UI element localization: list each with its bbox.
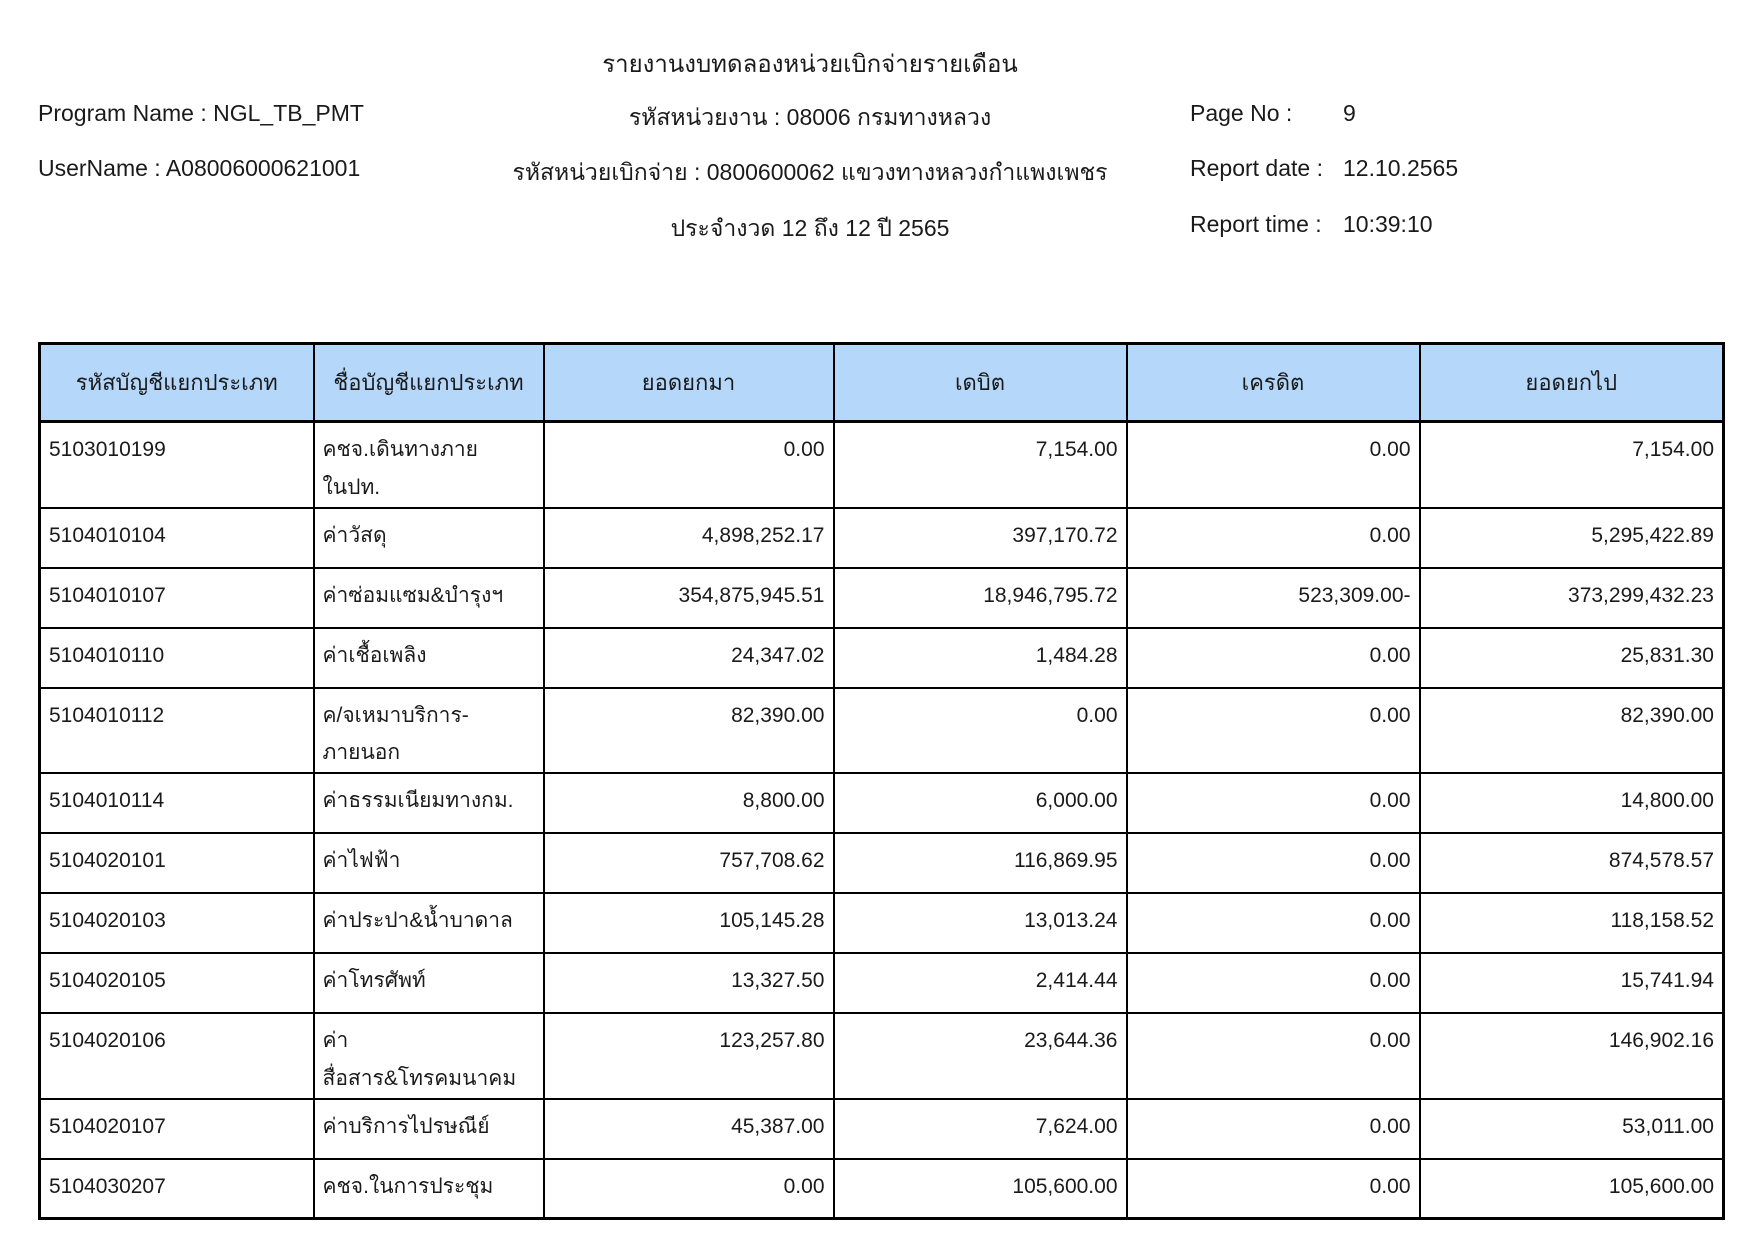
account-name-cell: ค่าซ่อมแซม&บำรุงฯ [314,568,544,628]
account-code-cell: 5104020106 [40,1013,314,1099]
account-name-cell: ค่าโทรศัพท์ [314,953,544,1013]
amount-cell: 105,145.28 [544,893,834,953]
account-name-cell: ค่าวัสดุ [314,508,544,568]
amount-cell: 0.00 [1127,1159,1420,1219]
table-header-row [40,344,1724,422]
amount-cell: 397,170.72 [834,508,1127,568]
amount-cell: 0.00 [834,688,1127,774]
amount-cell: 1,484.28 [834,628,1127,688]
page-no-label: Page No : [1190,100,1293,126]
amount-cell: 0.00 [544,422,834,508]
account-name-cell: คชจ.ในการประชุม [314,1159,544,1219]
account-code-cell: 5104030207 [40,1159,314,1219]
disbursement-unit-line: รหัสหน่วยเบิกจ่าย : 0800600062 แขวงทางหลวงกำแพงเพชร [512,159,1108,185]
report-date-value: 12.10.2565 [1343,155,1459,181]
amount-cell: 0.00 [1127,1099,1420,1159]
account-name-cell: ค่าไฟฟ้า [314,833,544,893]
account-code-cell: 5104020107 [40,1099,314,1159]
account-code-cell: 5104010110 [40,628,314,688]
table-row [40,688,1724,774]
table-row [40,1159,1724,1219]
amount-cell: 354,875,945.51 [544,568,834,628]
table-row [40,568,1724,628]
account-code-cell: 5104020101 [40,833,314,893]
amount-cell: 0.00 [1127,833,1420,893]
account-name-cell: ค่าธรรมเนียมทางกม. [314,773,544,833]
account-name-cell: ค่าสื่อสาร&โทรคมนาคม [314,1013,544,1099]
account-code-cell: 5104010112 [40,688,314,774]
trial-balance-table [38,342,1725,1220]
amount-cell: 0.00 [1127,1013,1420,1099]
table-row [40,833,1724,893]
amount-cell: 0.00 [1127,508,1420,568]
amount-cell: 13,013.24 [834,893,1127,953]
amount-cell: 18,946,795.72 [834,568,1127,628]
table-row [40,628,1724,688]
page-no-value: 9 [1343,100,1356,126]
period-line: ประจำงวด 12 ถึง 12 ปี 2565 [670,215,950,241]
amount-cell: 53,011.00 [1420,1099,1724,1159]
amount-cell: 118,158.52 [1420,893,1724,953]
table-row [40,1099,1724,1159]
amount-cell: 0.00 [1127,953,1420,1013]
table-row [40,1013,1724,1099]
account-code-cell: 5104010107 [40,568,314,628]
account-name-cell: ค่าบริการไปรษณีย์ [314,1099,544,1159]
amount-cell: 6,000.00 [834,773,1127,833]
amount-cell: 14,800.00 [1420,773,1724,833]
account-name-cell: คชจ.เดินทางภายในปท. [314,422,544,508]
amount-cell: 146,902.16 [1420,1013,1724,1099]
account-code-cell: 5104020105 [40,953,314,1013]
col-header-balance-carried-forward: ยอดยกไป [1420,344,1724,422]
amount-cell: 4,898,252.17 [544,508,834,568]
account-name-cell: ค่าเชื้อเพลิง [314,628,544,688]
amount-cell: 82,390.00 [544,688,834,774]
amount-cell: 523,309.00- [1127,568,1420,628]
table-row [40,953,1724,1013]
account-name-cell: ค/จเหมาบริการ-ภายนอก [314,688,544,774]
amount-cell: 23,644.36 [834,1013,1127,1099]
amount-cell: 0.00 [544,1159,834,1219]
amount-cell: 82,390.00 [1420,688,1724,774]
amount-cell: 25,831.30 [1420,628,1724,688]
amount-cell: 0.00 [1127,773,1420,833]
amount-cell: 105,600.00 [834,1159,1127,1219]
amount-cell: 24,347.02 [544,628,834,688]
report-time-value: 10:39:10 [1343,211,1433,237]
amount-cell: 123,257.80 [544,1013,834,1099]
col-header-debit: เดบิต [834,344,1127,422]
agency-code-line: รหัสหน่วยงาน : 08006 กรมทางหลวง [628,104,992,130]
amount-cell: 874,578.57 [1420,833,1724,893]
amount-cell: 757,708.62 [544,833,834,893]
col-header-account-code: รหัสบัญชีแยกประเภท [40,344,314,422]
program-name-line: Program Name : NGL_TB_PMT [38,100,364,126]
amount-cell: 45,387.00 [544,1099,834,1159]
amount-cell: 7,624.00 [834,1099,1127,1159]
amount-cell: 0.00 [1127,893,1420,953]
amount-cell: 105,600.00 [1420,1159,1724,1219]
username-line: UserName : A08006000621001 [38,155,361,181]
account-code-cell: 5103010199 [40,422,314,508]
amount-cell: 5,295,422.89 [1420,508,1724,568]
amount-cell: 0.00 [1127,422,1420,508]
amount-cell: 8,800.00 [544,773,834,833]
table-row [40,508,1724,568]
report-title: รายงานงบทดลองหน่วยเบิกจ่ายรายเดือน [602,51,1018,78]
amount-cell: 7,154.00 [834,422,1127,508]
table-row [40,773,1724,833]
amount-cell: 2,414.44 [834,953,1127,1013]
table-body [40,422,1724,1219]
col-header-credit: เครดิต [1127,344,1420,422]
amount-cell: 15,741.94 [1420,953,1724,1013]
account-code-cell: 5104020103 [40,893,314,953]
amount-cell: 0.00 [1127,688,1420,774]
col-header-balance-brought-forward: ยอดยกมา [544,344,834,422]
amount-cell: 7,154.00 [1420,422,1724,508]
amount-cell: 13,327.50 [544,953,834,1013]
amount-cell: 0.00 [1127,628,1420,688]
amount-cell: 373,299,432.23 [1420,568,1724,628]
table-row [40,422,1724,508]
account-name-cell: ค่าประปา&น้ำบาดาล [314,893,544,953]
account-code-cell: 5104010114 [40,773,314,833]
amount-cell: 116,869.95 [834,833,1127,893]
report-time-label: Report time : [1190,211,1322,237]
account-code-cell: 5104010104 [40,508,314,568]
table-row [40,893,1724,953]
col-header-account-name: ชื่อบัญชีแยกประเภท [314,344,544,422]
report-date-label: Report date : [1190,155,1323,181]
